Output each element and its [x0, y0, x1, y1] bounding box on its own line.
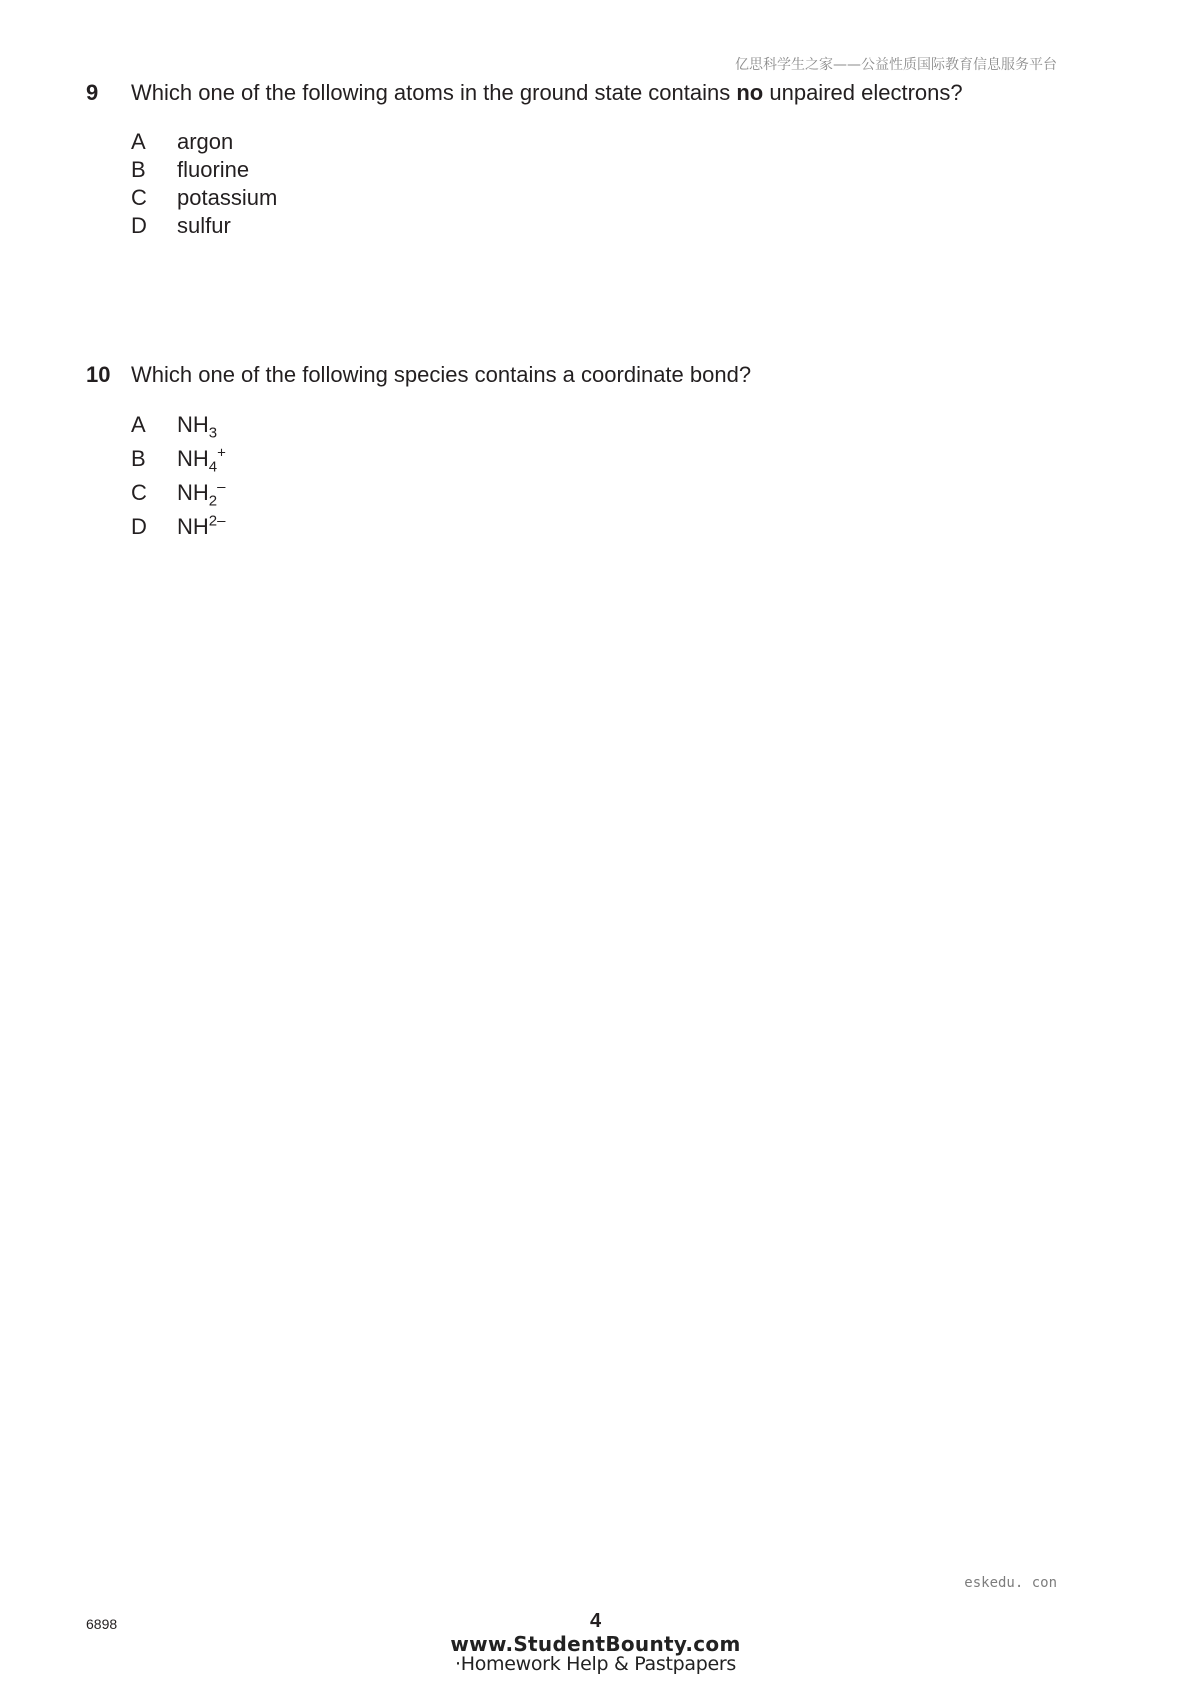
- header-platform-note: 亿思科学生之家——公益性质国际教育信息服务平台: [735, 57, 1057, 73]
- option-d: D $NH^{2-}$: [131, 510, 751, 544]
- chemical-formula: $NH_2^-$: [177, 478, 226, 510]
- option-c: C $NH_2^-$: [131, 476, 751, 510]
- chemical-formula: $NH_3$: [177, 412, 218, 442]
- question-10: [86, 362, 751, 544]
- chemical-formula: $NH^{2-}$: [177, 512, 226, 539]
- footer-brand: [0, 1634, 1191, 1674]
- option-a: A $NH_3$: [131, 408, 751, 442]
- page-number: 4: [589, 1610, 602, 1632]
- brand-tagline: ·Homework Help & Pastpapers: [454, 1653, 737, 1675]
- question-text: Which one of the following atoms in the ground state contains no unpaired electrons?: [131, 80, 963, 105]
- option-b: B $NH_4^+$: [131, 442, 751, 476]
- question-number: 10: [86, 362, 111, 387]
- question-9: [86, 80, 963, 240]
- site-watermark: eskedu. con: [964, 1575, 1057, 1591]
- brand-url: www.StudentBounty.com: [450, 1632, 741, 1656]
- option-a: A argon: [131, 129, 234, 154]
- question-number: 9: [86, 80, 99, 105]
- option-c: C potassium: [131, 185, 278, 210]
- option-b: B fluorine: [131, 157, 250, 182]
- question-text: Which one of the following species contains a coordinate bond?: [131, 362, 752, 387]
- document-code: 6898: [86, 1616, 118, 1632]
- option-d: D sulfur: [131, 213, 231, 238]
- options-list: [131, 408, 751, 544]
- emphasis-word: no: [736, 80, 764, 105]
- options-list: [131, 128, 963, 240]
- chemical-formula: $NH_4^+$: [177, 444, 226, 476]
